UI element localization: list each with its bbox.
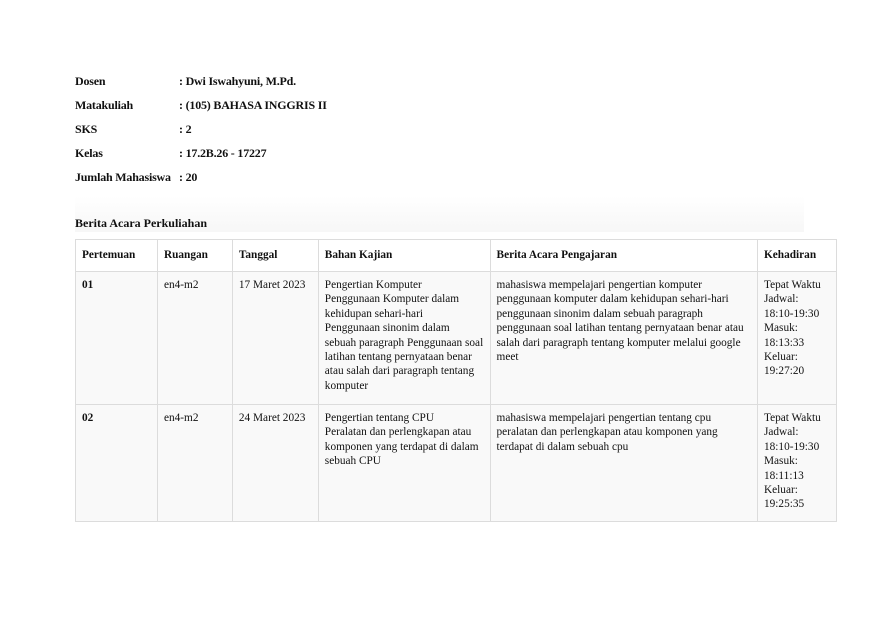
info-label: Dosen	[75, 74, 106, 88]
info-row-jumlah-mahasiswa	[75, 170, 327, 194]
cell-berita-acara: mahasiswa mempelajari pengertian komputer penggunaan komputer dalam kehidupan sehari-hari penggunaan sinonim dalam sebuah paragraph penggunaan soal latihan tentang pernyataan benar atau salah dari paragraph tentang komputer melalui google meet	[490, 272, 757, 405]
header-berita-acara: Berita Acara Pengajaran	[490, 240, 757, 272]
info-row-matakuliah	[75, 98, 327, 122]
cell-kehadiran: Tepat Waktu Jadwal: 18:10-19:30 Masuk: 18:13:33 Keluar: 19:27:20	[758, 272, 837, 405]
table-header-row	[76, 240, 837, 272]
info-value: : 2	[179, 122, 192, 136]
info-value: : 17.2B.26 - 17227	[179, 146, 267, 160]
cell-kehadiran: Tepat Waktu Jadwal: 18:10-19:30 Masuk: 18:11:13 Keluar: 19:25:35	[758, 405, 837, 522]
info-value: : (105) BAHASA INGGRIS II	[179, 98, 327, 112]
info-value: : 20	[179, 170, 198, 184]
table-row	[76, 405, 837, 522]
cell-tanggal: 24 Maret 2023	[232, 405, 318, 522]
info-value: : Dwi Iswahyuni, M.Pd.	[179, 74, 296, 88]
table-row	[76, 272, 837, 405]
cell-ruangan: en4-m2	[157, 272, 232, 405]
info-label: Jumlah Mahasiswa	[75, 170, 171, 184]
lecture-report-table	[75, 239, 837, 522]
section-title: Berita Acara Perkuliahan	[75, 216, 207, 230]
header-bahan-kajian: Bahan Kajian	[318, 240, 490, 272]
header-pertemuan: Pertemuan	[76, 240, 158, 272]
cell-bahan-kajian: Pengertian Komputer Penggunaan Komputer dalam kehidupan sehari-hari Penggunaan sinonim dalam sebuah paragraph Penggunaan soal latihan tentang pernyataan benar atau salah dari paragraph tentang komputer	[318, 272, 490, 405]
cell-bahan-kajian: Pengertian tentang CPU Peralatan dan perlengkapan atau komponen yang terdapat di dalam sebuah CPU	[318, 405, 490, 522]
header-kehadiran: Kehadiran	[758, 240, 837, 272]
cell-berita-acara: mahasiswa mempelajari pengertian tentang cpu peralatan dan perlengkapan atau komponen yang terdapat di dalam sebuah cpu	[490, 405, 757, 522]
info-row-kelas	[75, 146, 327, 170]
cell-tanggal: 17 Maret 2023	[232, 272, 318, 405]
info-label: SKS	[75, 122, 98, 136]
info-label: Matakuliah	[75, 98, 134, 112]
info-row-sks	[75, 122, 327, 146]
info-label: Kelas	[75, 146, 103, 160]
info-row-dosen	[75, 74, 327, 98]
header-tanggal: Tanggal	[232, 240, 318, 272]
cell-ruangan: en4-m2	[157, 405, 232, 522]
cell-pertemuan: 01	[76, 272, 158, 405]
cell-pertemuan: 02	[76, 405, 158, 522]
header-ruangan: Ruangan	[157, 240, 232, 272]
course-info	[75, 74, 327, 194]
